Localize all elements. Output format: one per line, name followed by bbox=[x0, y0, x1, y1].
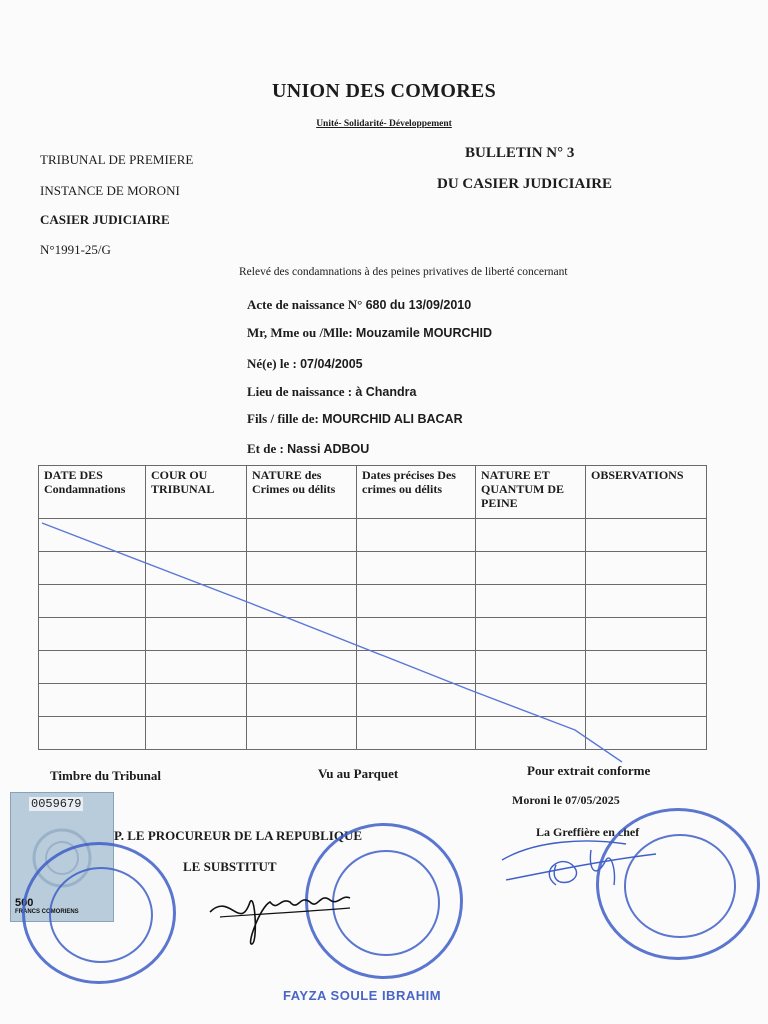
field-value: MOURCHID ALI BACAR bbox=[322, 412, 463, 426]
court-line-2: INSTANCE DE MORONI bbox=[40, 183, 180, 198]
field-label: Acte de naissance N° bbox=[247, 297, 363, 312]
field-value: Nassi ADBOU bbox=[287, 442, 370, 456]
intro-text: Relevé des condamnations à des peines privatives de liberté concernant bbox=[239, 266, 568, 278]
field-label: Né(e) le : bbox=[247, 356, 297, 371]
field-label: Lieu de naissance : bbox=[247, 384, 353, 399]
casier-label: CASIER JUDICIAIRE bbox=[40, 212, 170, 227]
substitut-label: LE SUBSTITUT bbox=[183, 859, 277, 874]
greffiere-label: La Greffière en chef bbox=[536, 825, 640, 839]
substitut-signature-icon bbox=[200, 872, 360, 952]
header-dates: Dates précises Des crimes ou délits bbox=[357, 466, 476, 519]
field-label: Mr, Mme ou /Mlle: bbox=[247, 325, 353, 340]
bulletin-number: BULLETIN N° 3 bbox=[465, 145, 575, 161]
greffiere-signature-icon bbox=[496, 830, 666, 900]
header-observations: OBSERVATIONS bbox=[586, 466, 707, 519]
signatory-name: FAYZA SOULE IBRAHIM bbox=[283, 988, 442, 1003]
field-label: Et de : bbox=[247, 441, 284, 456]
header-sentence: NATURE ET QUANTUM DE PEINE bbox=[476, 466, 586, 519]
field-label: Fils / fille de: bbox=[247, 411, 319, 426]
header-court: COUR OU TRIBUNAL bbox=[146, 466, 247, 519]
left-official-seal-icon bbox=[22, 842, 176, 984]
country-title: UNION DES COMORES bbox=[271, 80, 497, 102]
procureur-label: P. LE PROCUREUR DE LA REPUBLIQUE bbox=[114, 828, 363, 843]
field-value: à Chandra bbox=[355, 385, 417, 399]
bulletin-subtitle: DU CASIER JUDICIAIRE bbox=[437, 176, 613, 192]
field-value: 680 du 13/09/2010 bbox=[365, 298, 472, 312]
header-nature: NATURE des Crimes ou délits bbox=[247, 466, 357, 519]
fiscal-stamp-number: 0059679 bbox=[31, 797, 82, 811]
vu-parquet-label: Vu au Parquet bbox=[318, 766, 399, 781]
field-value: Mouzamile MOURCHID bbox=[355, 326, 493, 340]
national-motto: Unité- Solidarité- Développement bbox=[316, 119, 452, 129]
fiscal-stamp-currency: FRANCS COMORIENS bbox=[15, 909, 79, 915]
timbre-label: Timbre du Tribunal bbox=[50, 768, 162, 783]
field-value: 07/04/2005 bbox=[300, 357, 363, 371]
header-date: DATE DES Condamnations bbox=[39, 466, 146, 519]
reference-number: N°1991-25/G bbox=[40, 242, 111, 257]
court-line-1: TRIBUNAL DE PREMIERE bbox=[40, 152, 194, 167]
pour-extrait-label: Pour extrait conforme bbox=[527, 763, 651, 778]
issue-date: Moroni le 07/05/2025 bbox=[512, 793, 620, 807]
fiscal-stamp-value: 500 bbox=[15, 897, 34, 909]
